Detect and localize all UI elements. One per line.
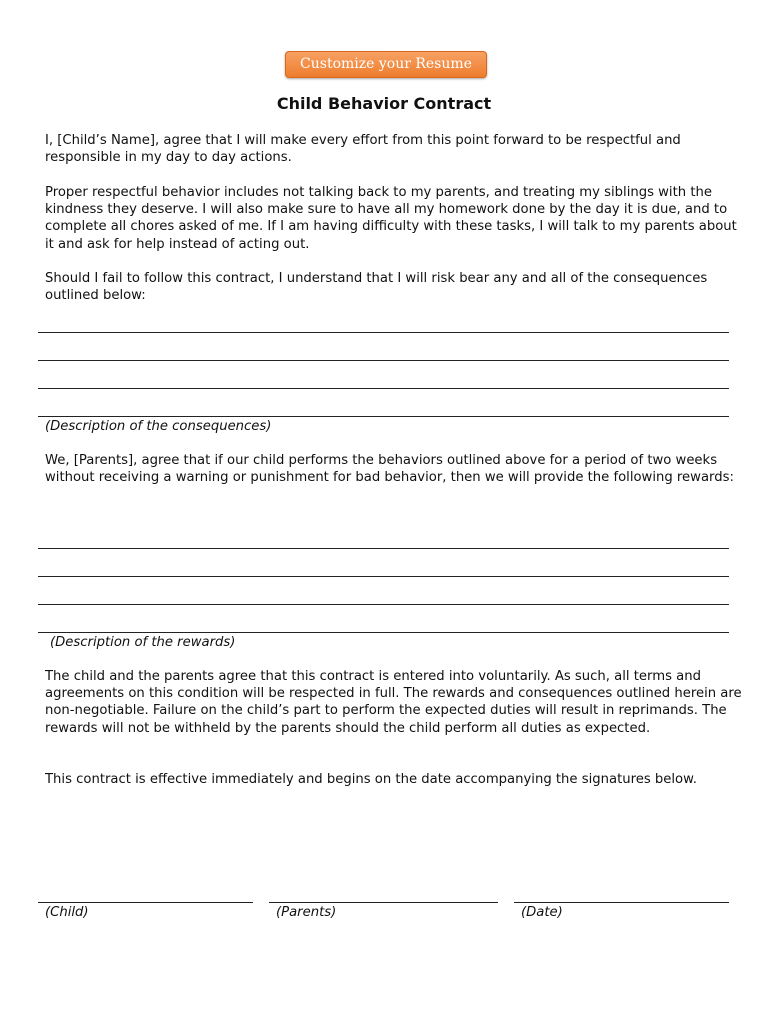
agreement-paragraph: The child and the parents agree that this contract is entered into voluntarily. As such, all terms and agreements on this condition will be respected in full. The rewards and consequences outlined herein are non-negotiable. Failure on the child’s part to perform the expected duties will result in reprimands. The rewards will not be withheld by the parents should the child perform all duties as expected. [45, 669, 742, 736]
parents-signature-line [269, 902, 498, 903]
consequences-line [38, 332, 729, 333]
child-signature-label: (Child) [45, 905, 89, 920]
consequences-intro-paragraph: Should I fail to follow this contract, I understand that I will risk bear any and all of the consequences outlined below: [45, 271, 708, 304]
consequences-line [38, 416, 729, 417]
rewards-intro-paragraph: We, [Parents], agree that if our child performs the behaviors outlined above for a period of two weeks without receiving a warning or punishment for bad behavior, then we will provide the following rewards: [45, 453, 734, 486]
rewards-line [38, 632, 729, 633]
date-signature-line [514, 902, 729, 903]
date-signature-label: (Date) [521, 905, 563, 920]
rewards-caption: (Description of the rewards) [50, 635, 236, 650]
behavior-paragraph: Proper respectful behavior includes not talking back to my parents, and treating my siblings with the kindness they deserve. I will also make sure to have all my homework done by the day it is due, and to complete all chores asked of me. If I am having difficulty with these tasks, I will talk to my parents about it and ask for help instead of acting out. [45, 185, 737, 252]
intro-paragraph: I, [Child’s Name], agree that I will make every effort from this point forward to be respectful and responsible in my day to day actions. [45, 133, 681, 166]
customize-resume-button[interactable]: Customize your Resume [285, 51, 487, 78]
effective-date-paragraph: This contract is effective immediately and begins on the date accompanying the signatures below. [45, 772, 697, 787]
consequences-caption: (Description of the consequences) [45, 419, 272, 434]
parents-signature-label: (Parents) [276, 905, 337, 920]
consequences-line [38, 360, 729, 361]
child-signature-line [38, 902, 253, 903]
document-title: Child Behavior Contract [276, 94, 492, 113]
rewards-line [38, 576, 729, 577]
rewards-line [38, 604, 729, 605]
rewards-line [38, 548, 729, 549]
consequences-line [38, 388, 729, 389]
